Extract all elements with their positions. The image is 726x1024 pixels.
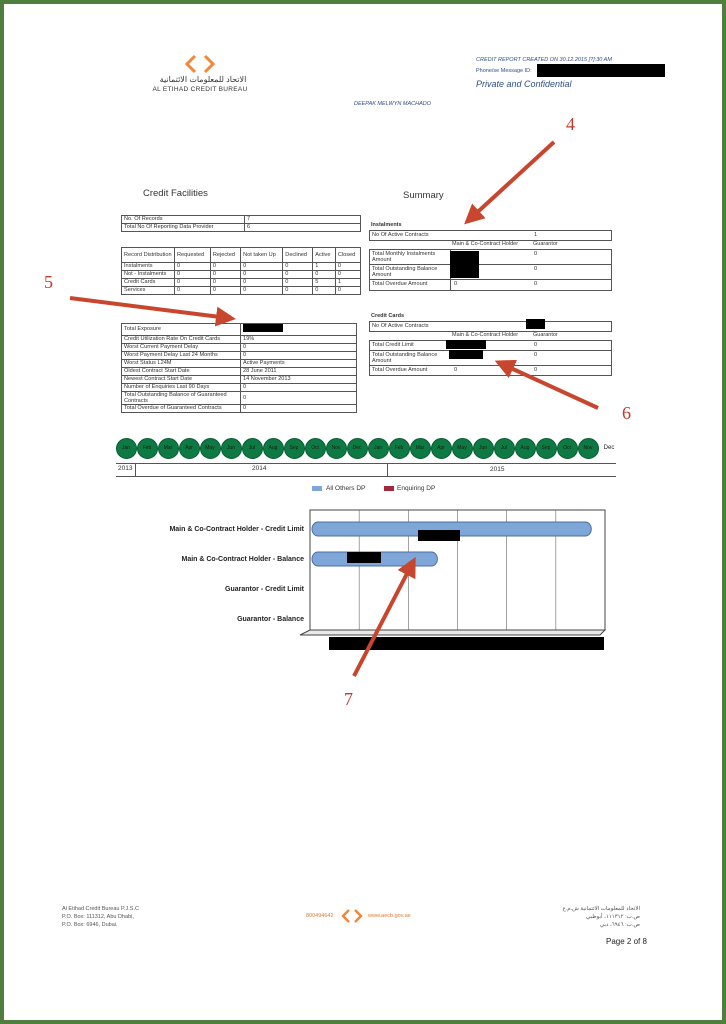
footer-right: الاتحاد للمعلومات الائتمانية ش.م.ع ص.ب: ١١١٣١٢، أبوظبي ص.ب: ٦٩٤٦، دبي: [562, 906, 640, 929]
annotation-label-4: 4: [566, 114, 575, 134]
credit-cards-col-main: Main & Co-Contract Holder: [452, 332, 519, 338]
month-label: Jul: [500, 445, 508, 451]
page-number: Page 2 of 8: [606, 937, 647, 946]
table-row: Worst Payment Delay Last 24 Months 0: [122, 352, 357, 360]
month-label: Nov: [331, 445, 341, 451]
annotation-label-6: 6: [622, 403, 631, 423]
table-row: Total Outstanding Balance of Guaranteed Contracts 0: [122, 392, 357, 405]
month-label: Jan: [373, 445, 383, 451]
month-label: May: [205, 445, 215, 451]
arrow-5: [70, 298, 228, 318]
instalments-title: Instalments: [371, 222, 402, 228]
report-created-text: CREDIT REPORT CREATED ON 30.12.2015 [?]:30 AM: [476, 57, 612, 63]
credit-cards-col-guarantor: Guarantor: [533, 332, 558, 338]
month-label: Jun: [478, 445, 488, 451]
legend-all-others: All Others DP: [326, 485, 366, 492]
table-row: Instalments 0 0 0 0 1 0: [122, 263, 361, 271]
table-row: Total Outstanding Balance Amount 0: [370, 351, 611, 366]
logo-arabic: الاتحاد للمعلومات الائتمانية: [159, 75, 247, 84]
year-2013: 2013: [118, 465, 133, 472]
month-label: Oct: [311, 445, 319, 451]
footer-website: www.aecb.gov.ae: [368, 913, 411, 919]
table-row: Worst Status L24M Active Payments: [122, 360, 357, 368]
private-confidential: Private and Confidential: [476, 79, 572, 89]
annotation-label-5: 5: [44, 272, 53, 292]
table-row: Total Outstanding Balance Amount 0: [370, 265, 611, 280]
table-row: Total Overdue of Guaranteed Contracts 0: [122, 405, 357, 413]
phone-message-label: Phone/se Message ID:: [476, 68, 532, 74]
month-label: Nov: [583, 445, 593, 451]
month-label: Aug: [268, 445, 278, 451]
table-header-row: Record Distribution Requested Rejected Not taken Up Declined Active Closed: [122, 248, 361, 263]
table-row: Total No Of Reporting Data Provider 6: [122, 224, 361, 232]
annotation-label-7: 7: [344, 689, 353, 709]
table-row: Total Monthly Instalments Amount 0: [370, 250, 611, 265]
category-label: Guarantor - Credit Limit: [225, 586, 304, 593]
table-row: Total Overdue Amount 0 0: [372, 281, 538, 287]
table-row: Oldest Contract Start Date 28 June 2011: [122, 368, 357, 376]
month-label: May: [457, 445, 467, 451]
footer-left: Al Etihad Credit Bureau P.J.S.C P.O. Box: 111312, Abu Dhabi, P.O. Box: 6946, Dubai.: [62, 906, 139, 929]
table-row: Not - Instalments 0 0 0 0 0 0: [122, 271, 361, 279]
table-row: Total Credit Limit 0: [370, 341, 611, 351]
arrow-6: [502, 364, 598, 408]
summary-title: Summary: [403, 190, 444, 201]
credit-facilities-title: Credit Facilities: [143, 188, 208, 199]
month-label: Dec: [352, 445, 362, 451]
credit-cards-active-box: No Of Active Contracts: [369, 321, 612, 332]
month-label: Sep: [289, 445, 299, 451]
instalments-col-guarantor: Guarantor: [533, 241, 558, 247]
table-row: Newest Contract Start Date 14 November 2013: [122, 376, 357, 384]
credit-cards-title: Credit Cards: [371, 313, 405, 319]
month-label: Sep: [541, 445, 551, 451]
month-label: Apr: [437, 445, 445, 451]
month-label: Dec: [603, 445, 615, 451]
table-row: Credit Utilization Rate On Credit Cards 19%: [122, 336, 357, 344]
arrow-4: [470, 142, 554, 219]
instalments-active-box: No Of Active Contracts 1: [369, 230, 612, 241]
instalments-col-main: Main & Co-Contract Holder: [452, 241, 519, 247]
month-label: Jul: [248, 445, 256, 451]
month-label: Mar: [415, 445, 425, 451]
table-row: Total Exposure: [122, 324, 357, 336]
month-label: Feb: [142, 445, 152, 451]
year-2015: 2015: [490, 466, 505, 473]
year-2014: 2014: [252, 465, 267, 472]
logo-english: AL ETIHAD CREDIT BUREAU: [152, 86, 248, 93]
month-label: Jan: [121, 445, 131, 451]
arrow-7: [354, 564, 412, 676]
table-row: Services 0 0 0 0 0 0: [122, 287, 361, 295]
month-label: Jun: [226, 445, 236, 451]
month-label: Mar: [163, 445, 173, 451]
month-label: Aug: [520, 445, 530, 451]
table-row: No. Of Records 7: [122, 216, 361, 224]
legend-enquiring: Enquiring DP: [397, 485, 436, 492]
footer-phone: 800494642: [306, 913, 334, 919]
category-label: Main & Co-Contract Holder - Credit Limit: [169, 526, 304, 533]
month-label: Oct: [563, 445, 571, 451]
table-row: Worst Current Payment Delay 0: [122, 344, 357, 352]
table-row: Credit Cards 0 0 0 0 5 1: [122, 279, 361, 287]
category-label: Guarantor - Balance: [237, 616, 304, 623]
month-label: Apr: [185, 445, 193, 451]
category-label: Main & Co-Contract Holder - Balance: [181, 556, 304, 563]
table-row: Total Overdue Amount 0 0: [372, 367, 538, 373]
month-label: Feb: [394, 445, 404, 451]
footer-logo-icon: [340, 908, 364, 924]
customer-name: DEEPAK MELWYN MACHADO: [354, 101, 432, 107]
table-row: Number of Enquiries Last 90 Days 0: [122, 384, 357, 392]
